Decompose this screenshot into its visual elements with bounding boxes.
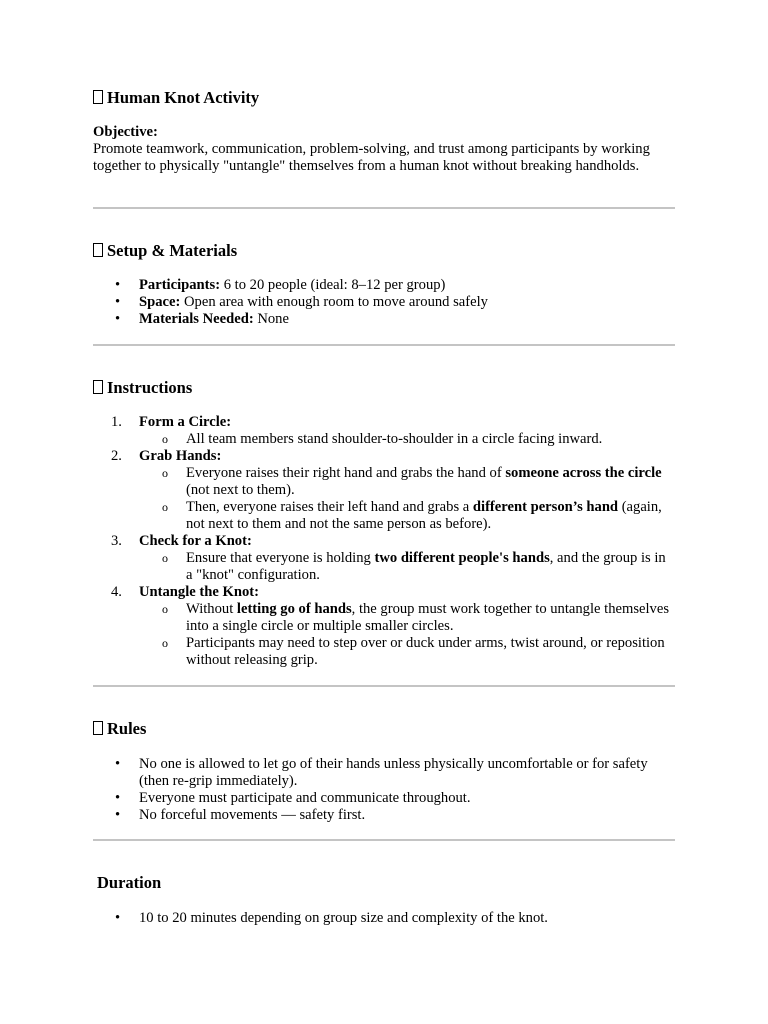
list-item [93,807,675,824]
list-item [93,277,675,294]
instructions-list [93,414,675,669]
page-title-text: Human Knot Activity [107,88,260,107]
step-item [93,584,675,601]
instructions-heading-text: Instructions [107,378,193,397]
sub-bullet-icon: o [162,500,168,514]
rules-list [93,756,675,824]
sub-bullet-icon: o [162,602,168,616]
sub-text: , the group must work together to untangle themselves into a single circle or multiple smaller circles. [186,601,670,634]
divider [93,344,675,346]
missing-glyph-icon [93,380,103,394]
sub-item [93,550,675,584]
step-label: Untangle the Knot: [139,584,259,600]
list-item [93,910,675,927]
sub-text: All team members stand shoulder-to-shoulder in a circle facing inward. [186,431,603,447]
list-item [93,756,675,790]
step-item [93,448,675,465]
divider [93,839,675,841]
sub-text-bold: different person’s hand [472,499,619,515]
sub-text-bold: someone across the circle [505,465,662,481]
bullet-icon: • [115,311,121,327]
setup-heading-text: Setup & Materials [107,241,238,260]
bullet-icon: • [115,756,121,772]
sub-item [93,601,675,635]
bullet-icon: • [115,790,121,806]
item-text: No forceful movements — safety first. [139,807,366,823]
objective-text: Promote teamwork, communication, problem-solving, and trust among participants by working together to physically "untangle" themselves from a human knot without breaking handholds. [93,141,650,174]
step-number: 4. [111,584,122,600]
objective-label-text: Objective: [93,124,158,140]
item-label: Materials Needed: [139,311,254,327]
item-text: 10 to 20 minutes depending on group size and complexity of the knot. [139,910,548,926]
duration-heading-text: Duration [97,873,162,892]
sub-text: (not next to them). [186,482,295,498]
item-label: Space: [139,294,181,310]
step-item [93,414,675,431]
instructions-heading [93,378,192,398]
sub-text: , and the group is in a "knot" configuration. [186,550,666,583]
item-text: 6 to 20 people (ideal: 8–12 per group) [220,277,446,293]
sub-item [93,499,675,533]
divider [93,207,675,209]
list-item [93,311,675,328]
sub-text: Ensure that everyone is holding [186,550,375,566]
list-item [93,294,675,311]
item-text: Open area with enough room to move around safely [180,294,488,310]
setup-heading [93,241,237,261]
step-label: Check for a Knot: [139,533,252,549]
item-text: No one is allowed to let go of their hands unless physically uncomfortable or for safety (then re-grip immediately). [139,756,648,789]
step-label: Grab Hands: [139,448,222,464]
objective-label [93,124,675,141]
bullet-icon: • [115,294,121,310]
bullet-icon: • [115,910,121,926]
step-number: 2. [111,448,122,464]
divider [93,685,675,687]
missing-glyph-icon [93,721,103,735]
sub-item [93,465,675,499]
sub-bullet-icon: o [162,551,168,565]
step-number: 3. [111,533,122,549]
sub-text: Then, everyone raises their left hand and grabs a [186,499,473,515]
sub-text: (again, not next to them and not the same person as before). [186,499,662,532]
rules-heading-text: Rules [107,719,147,738]
duration-list [93,910,675,927]
sub-text: Everyone raises their right hand and grabs the hand of [186,465,506,481]
list-item [93,790,675,807]
sub-text-bold: two different people's hands [374,550,550,566]
sub-item [93,431,675,448]
item-label: Participants: [139,277,221,293]
sub-item [93,635,675,669]
missing-glyph-icon [93,90,103,104]
sub-text-bold: letting go of hands [236,601,352,617]
setup-list [93,277,675,328]
item-text: Everyone must participate and communicate throughout. [139,790,471,806]
step-number: 1. [111,414,122,430]
missing-glyph-icon [93,243,103,257]
sub-bullet-icon: o [162,636,168,650]
step-item [93,533,675,550]
sub-text: Participants may need to step over or duck under arms, twist around, or reposition without releasing grip. [186,635,665,668]
bullet-icon: • [115,807,121,823]
duration-heading [97,873,161,893]
rules-heading [93,719,146,739]
sub-text: Without [186,601,237,617]
page-title [93,88,259,108]
item-text: None [253,311,289,327]
sub-bullet-icon: o [162,432,168,446]
bullet-icon: • [115,277,121,293]
sub-bullet-icon: o [162,466,168,480]
step-label: Form a Circle: [139,414,232,430]
